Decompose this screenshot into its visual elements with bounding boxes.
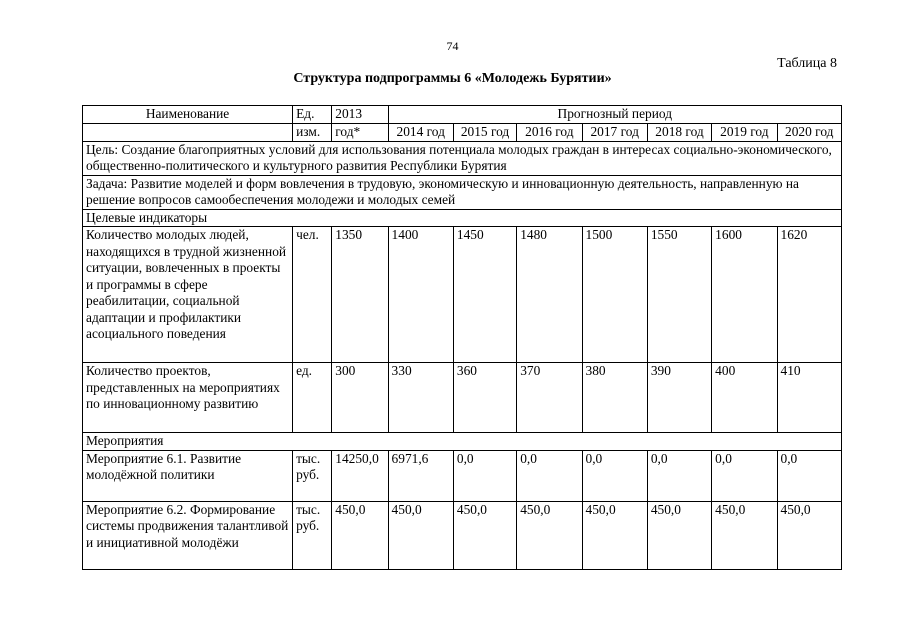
value-cell: 410 [777, 363, 842, 433]
header-year: 2020 год [777, 124, 842, 142]
table-row [83, 363, 842, 433]
value-cell: 450,0 [388, 501, 453, 569]
value-cell: 380 [582, 363, 647, 433]
value-cell: 0,0 [582, 450, 647, 501]
value-cell: 360 [453, 363, 516, 433]
goal-text: Цель: Создание благоприятных условий для использования потенциала молодых граждан в интересах социально-экономического, общественно-политического и культурного развития Республики Бурятия [83, 141, 842, 175]
indicator-name: Количество молодых людей, находящихся в трудной жизненной ситуации, вовлеченных в проекты и программы в сфере реабилитации, социальной адаптации и профилактики асоциального поведения [83, 227, 293, 363]
header-year: 2018 год [647, 124, 711, 142]
value-cell: 1500 [582, 227, 647, 363]
value-cell: 0,0 [453, 450, 516, 501]
value-cell: 450,0 [517, 501, 582, 569]
indicator-unit: чел. [293, 227, 332, 363]
value-cell: 1400 [388, 227, 453, 363]
value-cell: 0,0 [712, 450, 777, 501]
value-cell: 1620 [777, 227, 842, 363]
value-cell: 1450 [453, 227, 516, 363]
header-name-cont [83, 124, 293, 142]
header-unit: Ед. [293, 106, 332, 124]
table-row [83, 501, 842, 569]
value-cell: 1550 [647, 227, 711, 363]
measures-heading-row [83, 433, 842, 451]
header-year: 2016 год [517, 124, 582, 142]
value-cell: 1480 [517, 227, 582, 363]
measure-unit: тыс. руб. [293, 450, 332, 501]
measures-heading: Мероприятия [83, 433, 842, 451]
value-cell: 450,0 [582, 501, 647, 569]
header-forecast-period: Прогнозный период [388, 106, 841, 124]
header-year: 2014 год [388, 124, 453, 142]
value-cell: 390 [647, 363, 711, 433]
table-row [83, 227, 842, 363]
value-cell: 370 [517, 363, 582, 433]
value-cell: 6971,6 [388, 450, 453, 501]
subprogram-table [82, 105, 842, 570]
task-row [83, 175, 842, 209]
value-cell: 450,0 [777, 501, 842, 569]
header-row-years [83, 124, 842, 142]
value-cell: 450,0 [712, 501, 777, 569]
value-cell: 300 [332, 363, 388, 433]
document-title: Структура подпрограммы 6 «Молодежь Бурятии» [293, 71, 612, 86]
value-cell: 0,0 [647, 450, 711, 501]
measure-unit: тыс. руб. [293, 501, 332, 569]
table-label: Таблица 8 [777, 56, 837, 71]
value-cell: 450,0 [647, 501, 711, 569]
header-year: 2017 год [582, 124, 647, 142]
header-year: 2015 год [453, 124, 516, 142]
indicator-name: Количество проектов, представленных на мероприятиях по инновационному развитию [83, 363, 293, 433]
indicators-heading-row [83, 209, 842, 227]
value-cell: 400 [712, 363, 777, 433]
indicators-heading: Целевые индикаторы [83, 209, 842, 227]
table-row [83, 450, 842, 501]
page-number: 74 [446, 39, 459, 53]
value-cell: 450,0 [332, 501, 388, 569]
value-cell: 1350 [332, 227, 388, 363]
header-year: 2019 год [712, 124, 777, 142]
value-cell: 0,0 [777, 450, 842, 501]
measure-name: Мероприятие 6.2. Формирование системы продвижения талантливой и инициативной молодёжи [83, 501, 293, 569]
indicator-unit: ед. [293, 363, 332, 433]
header-base-year-cont: год* [332, 124, 388, 142]
measure-name: Мероприятие 6.1. Развитие молодёжной политики [83, 450, 293, 501]
header-row [83, 106, 842, 124]
value-cell: 14250,0 [332, 450, 388, 501]
value-cell: 0,0 [517, 450, 582, 501]
value-cell: 330 [388, 363, 453, 433]
value-cell: 450,0 [453, 501, 516, 569]
goal-row [83, 141, 842, 175]
header-unit-cont: изм. [293, 124, 332, 142]
task-text: Задача: Развитие моделей и форм вовлечения в трудовую, экономическую и инновационную деятельность, направленную на решение вопросов самообеспечения молодежи и молодых семей [83, 175, 842, 209]
header-name: Наименование [83, 106, 293, 124]
header-base-year: 2013 [332, 106, 388, 124]
value-cell: 1600 [712, 227, 777, 363]
